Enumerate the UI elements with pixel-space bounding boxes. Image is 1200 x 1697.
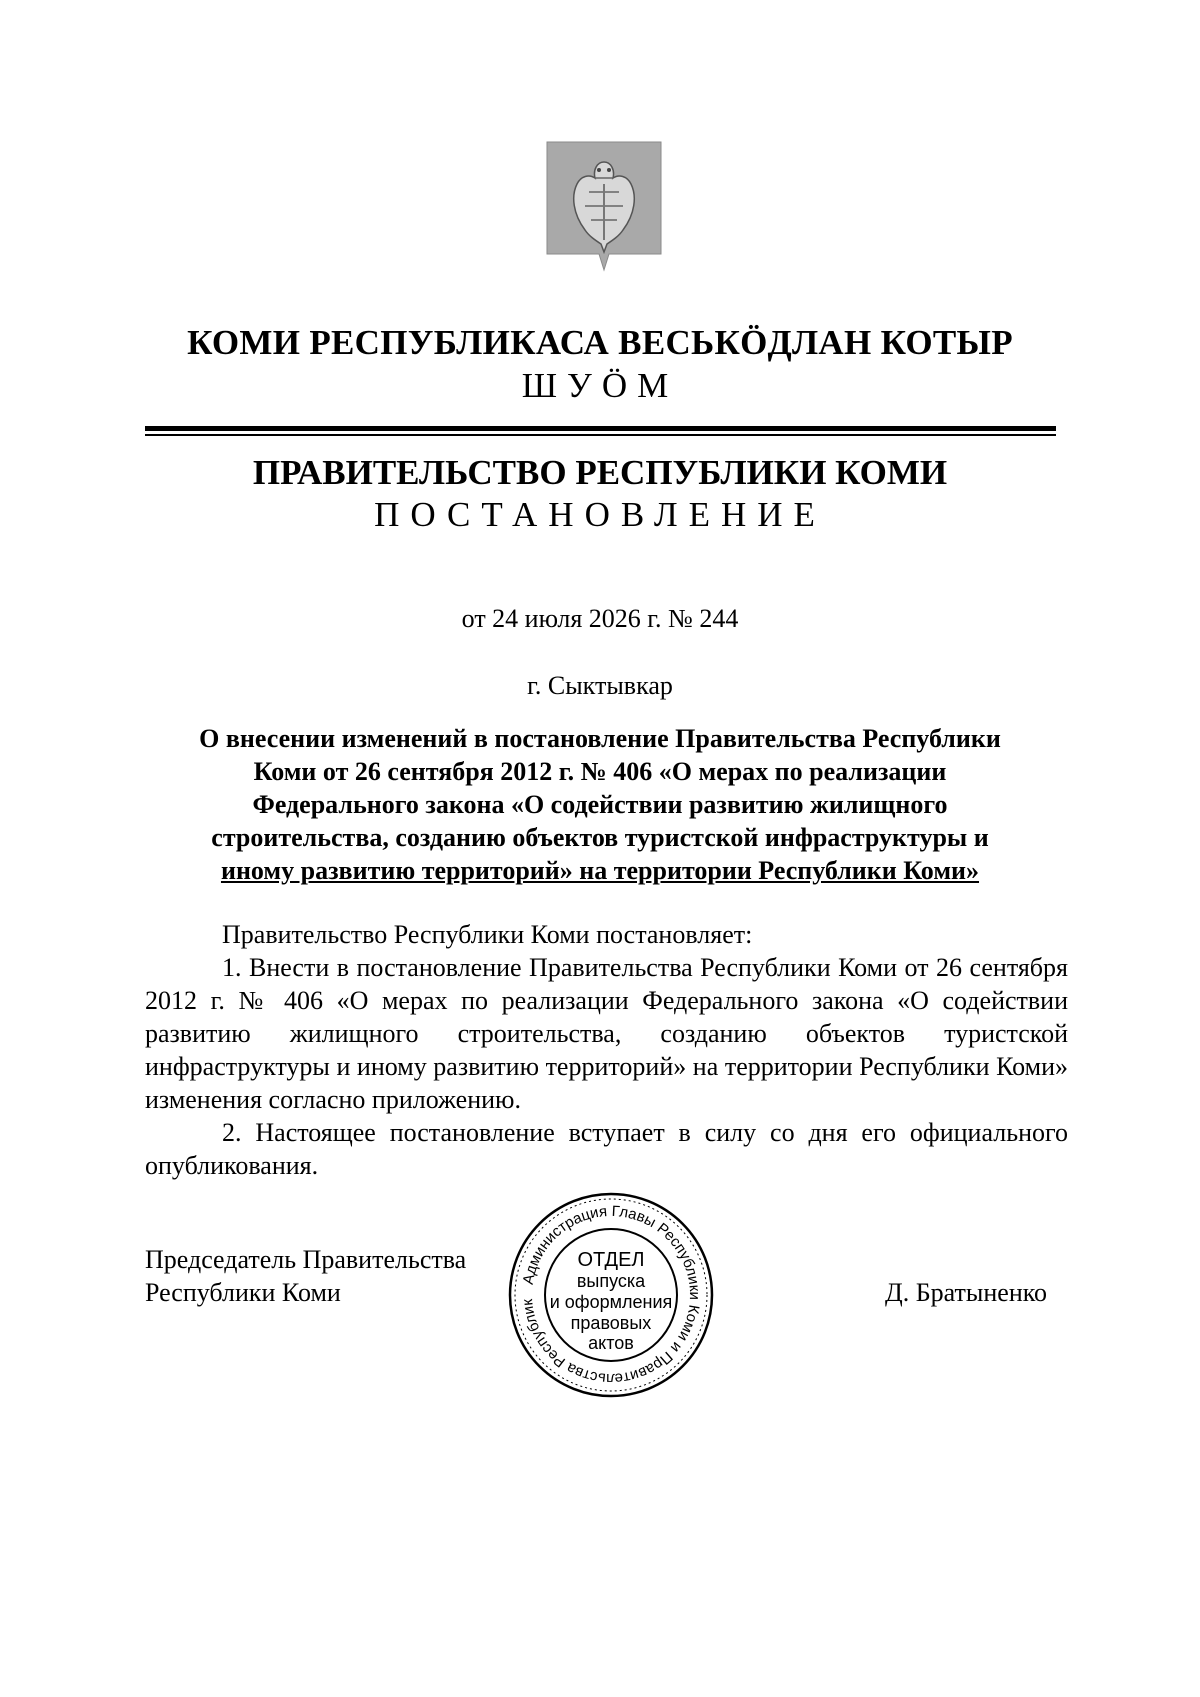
stamp-center-line: и оформления: [549, 1292, 673, 1312]
body-item-1: 1. Внести в постановление Правительства Республики Коми от 26 сентября 2012 г. № 406 «О мерах по реализации Федерального закона «О содействии развитию жилищного строительства, созданию объектов туристской инфраструктуры и иному развитию территорий» на территории Республики Коми» изменения согласно приложению.: [145, 953, 1068, 1114]
stamp-ring-text: Администрация Главы Республики Коми и Правительства Республик: [519, 1202, 704, 1388]
header-divider-thick: [145, 426, 1056, 431]
official-stamp: [506, 1190, 716, 1400]
document-city: г. Сыктывкар: [527, 671, 673, 700]
subject-line: Коми от 26 сентября 2012 г. № 406 «О мерах по реализации: [253, 757, 947, 786]
signatory-name: Д. Братыненко: [885, 1278, 1048, 1307]
document-body: [145, 918, 1068, 1182]
document-date-number: от 24 июля 2026 г. № 244: [461, 604, 739, 633]
subject-line: строительства, созданию объектов туристской инфраструктуры и: [211, 823, 989, 852]
signatory-position-line: Республики Коми: [145, 1278, 341, 1307]
signatory-position: [145, 1243, 466, 1309]
document-type: ПОСТАНОВЛЕНИЕ: [374, 495, 826, 534]
stamp-center-line: ОТДЕЛ: [577, 1249, 645, 1271]
subject-line-underlined: иному развитию территорий» на территории Республики Коми»: [220, 856, 980, 885]
body-item-2: 2. Настоящее постановление вступает в силу со дня его официального опубликования.: [145, 1118, 1068, 1180]
komi-document-type: ШУӦМ: [521, 366, 679, 405]
stamp-center-line: выпуска: [576, 1271, 646, 1291]
government-title: ПРАВИТЕЛЬСТВО РЕСПУБЛИКИ КОМИ: [252, 453, 948, 492]
komi-coat-of-arms-icon: [545, 140, 663, 288]
header-divider-thin: [145, 434, 1056, 436]
subject-line: О внесении изменений в постановление Правительства Республики: [199, 724, 1001, 753]
komi-authority-title: КОМИ РЕСПУБЛИКАСА ВЕСЬКӦДЛАН КОТЫР: [187, 323, 1013, 362]
signatory-position-line: Председатель Правительства: [145, 1245, 467, 1274]
subject-line: Федерального закона «О содействии развитию жилищного: [252, 790, 948, 819]
body-intro: Правительство Республики Коми постановляет:: [222, 920, 753, 949]
stamp-center-line: правовых: [570, 1313, 652, 1333]
document-subject: [150, 722, 1050, 887]
stamp-center-line: актов: [588, 1333, 634, 1353]
